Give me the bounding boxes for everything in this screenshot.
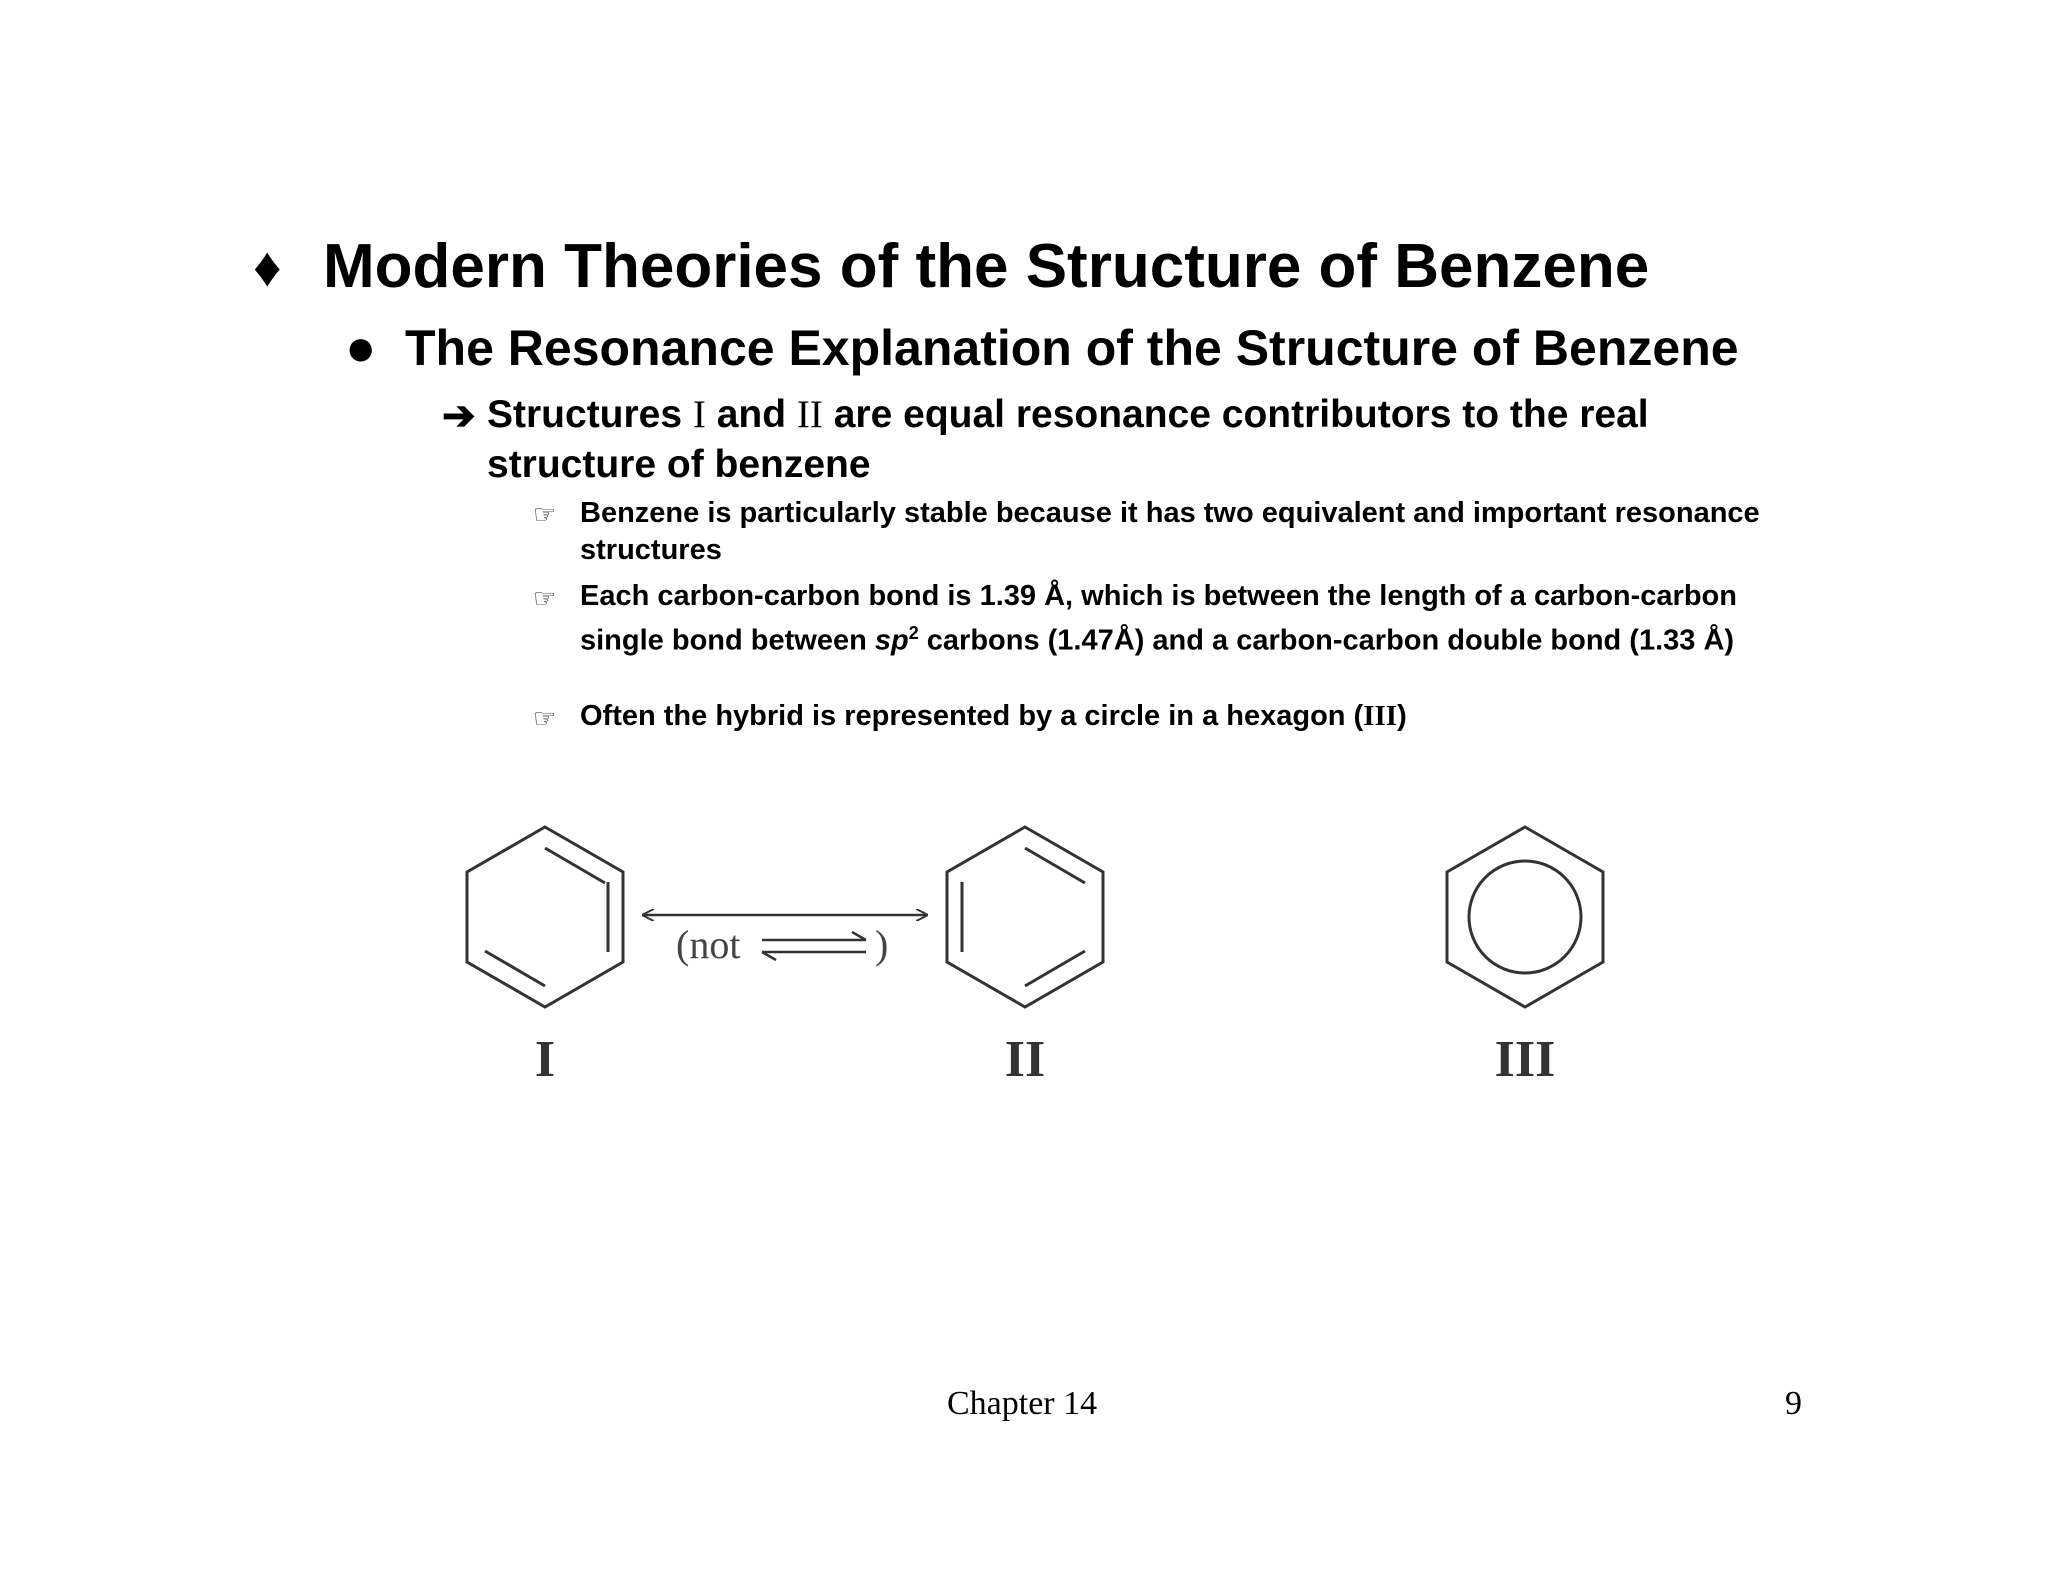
- main-point-post: are equal resonance contributors to the real structure of benzene: [487, 393, 1649, 486]
- pointing-hand-icon: ☞: [533, 583, 557, 613]
- sp-superscript: 2: [908, 623, 919, 643]
- slide-title: Modern Theories of the Structure of Benzene: [323, 232, 1650, 301]
- footer-page-number: 9: [1785, 1385, 1802, 1422]
- sub-point-hybrid-a: Often the hybrid is represented by a circle in a hexagon (: [580, 700, 1364, 732]
- sub-point-bond-length-a: Each carbon-carbon bond is 1.39 Å, which is between the length of a carbon-carbon single bond between: [580, 580, 1737, 657]
- not-label-close: ): [875, 922, 889, 967]
- sub-point-hybrid-b: ): [1397, 700, 1407, 732]
- main-point-mid: and: [705, 393, 797, 436]
- structure-label-i: I: [534, 1031, 556, 1088]
- not-label-open: (not: [676, 922, 741, 967]
- hybrid-structure-iii: [1447, 827, 1603, 1007]
- structure-label-ii: II: [1004, 1031, 1046, 1088]
- sp-hybrid-term: sp: [874, 624, 909, 657]
- structure-label-iii: III: [1494, 1031, 1556, 1088]
- equilibrium-arrows-icon: [762, 932, 866, 960]
- sub-point-stability: Benzene is particularly stable because it has two equivalent and important resonance structures: [580, 497, 1760, 566]
- circle-bullet-icon: ●: [345, 319, 377, 377]
- pointing-hand-icon: ☞: [533, 499, 557, 529]
- kekule-structure-i: [467, 827, 623, 1007]
- main-point-pre: Structures: [487, 393, 693, 436]
- diamond-bullet-icon: ♦: [253, 235, 282, 298]
- structure-ref-i: I: [692, 393, 706, 436]
- kekule-structure-ii: [947, 827, 1103, 1007]
- sub-point-bond-length-b: carbons (1.47Å) and a carbon-carbon double bond (1.33 Å): [918, 624, 1735, 657]
- slide-subtitle: The Resonance Explanation of the Structure of Benzene: [405, 320, 1739, 376]
- structure-ref-iii: III: [1363, 700, 1398, 732]
- arrow-bullet-icon: ➔: [442, 394, 476, 438]
- footer-chapter: Chapter 14: [947, 1385, 1098, 1422]
- pointing-hand-icon: ☞: [533, 703, 557, 733]
- structure-ref-ii: II: [796, 393, 823, 436]
